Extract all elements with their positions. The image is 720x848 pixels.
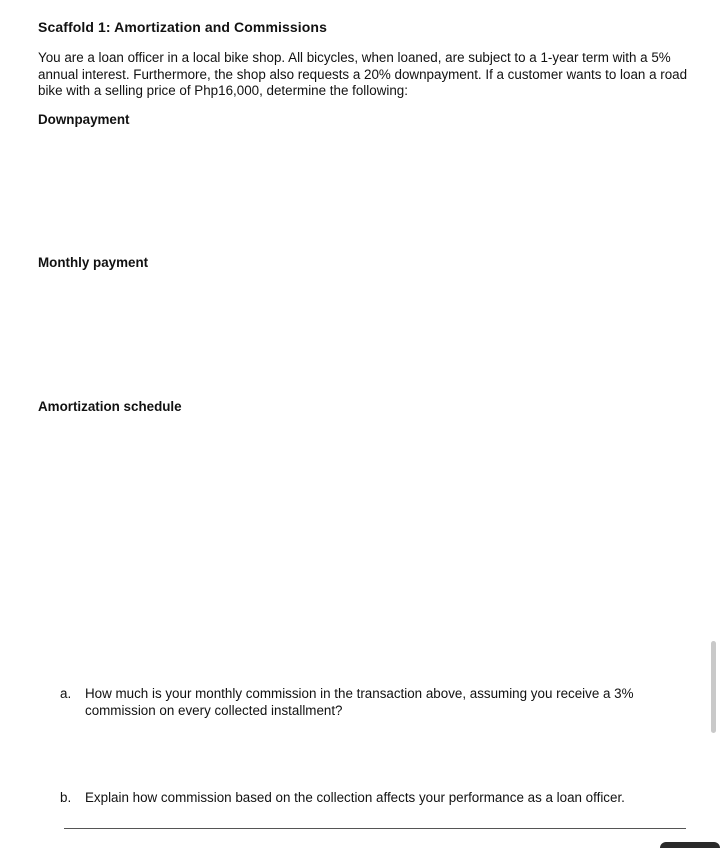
monthly-payment-heading: Monthly payment	[38, 255, 149, 270]
question-b-marker: b.	[60, 790, 72, 805]
document-title: Scaffold 1: Amortization and Commissions	[38, 19, 327, 35]
problem-statement: You are a loan officer in a local bike shop. All bicycles, when loaned, are subject to a 1-year term with a 5% annual interest. Furthermore, the shop also requests a 20% downpayment. If a customer wants to loan a road bike with a selling price of Php16,000, determine the following:	[38, 50, 688, 98]
question-a-marker: a.	[60, 686, 72, 701]
vertical-scrollbar[interactable]	[710, 0, 720, 848]
question-b	[60, 789, 690, 806]
corner-decoration	[660, 842, 720, 848]
amortization-schedule-heading: Amortization schedule	[38, 399, 182, 414]
downpayment-heading: Downpayment	[38, 112, 130, 127]
answer-line	[64, 828, 686, 829]
question-a	[60, 685, 690, 719]
question-b-text: Explain how commission based on the collection affects your performance as a loan officer.	[85, 790, 625, 805]
scrollbar-thumb[interactable]	[711, 641, 716, 733]
question-a-text: How much is your monthly commission in the transaction above, assuming you receive a 3% commission on every collected installment?	[85, 686, 634, 718]
